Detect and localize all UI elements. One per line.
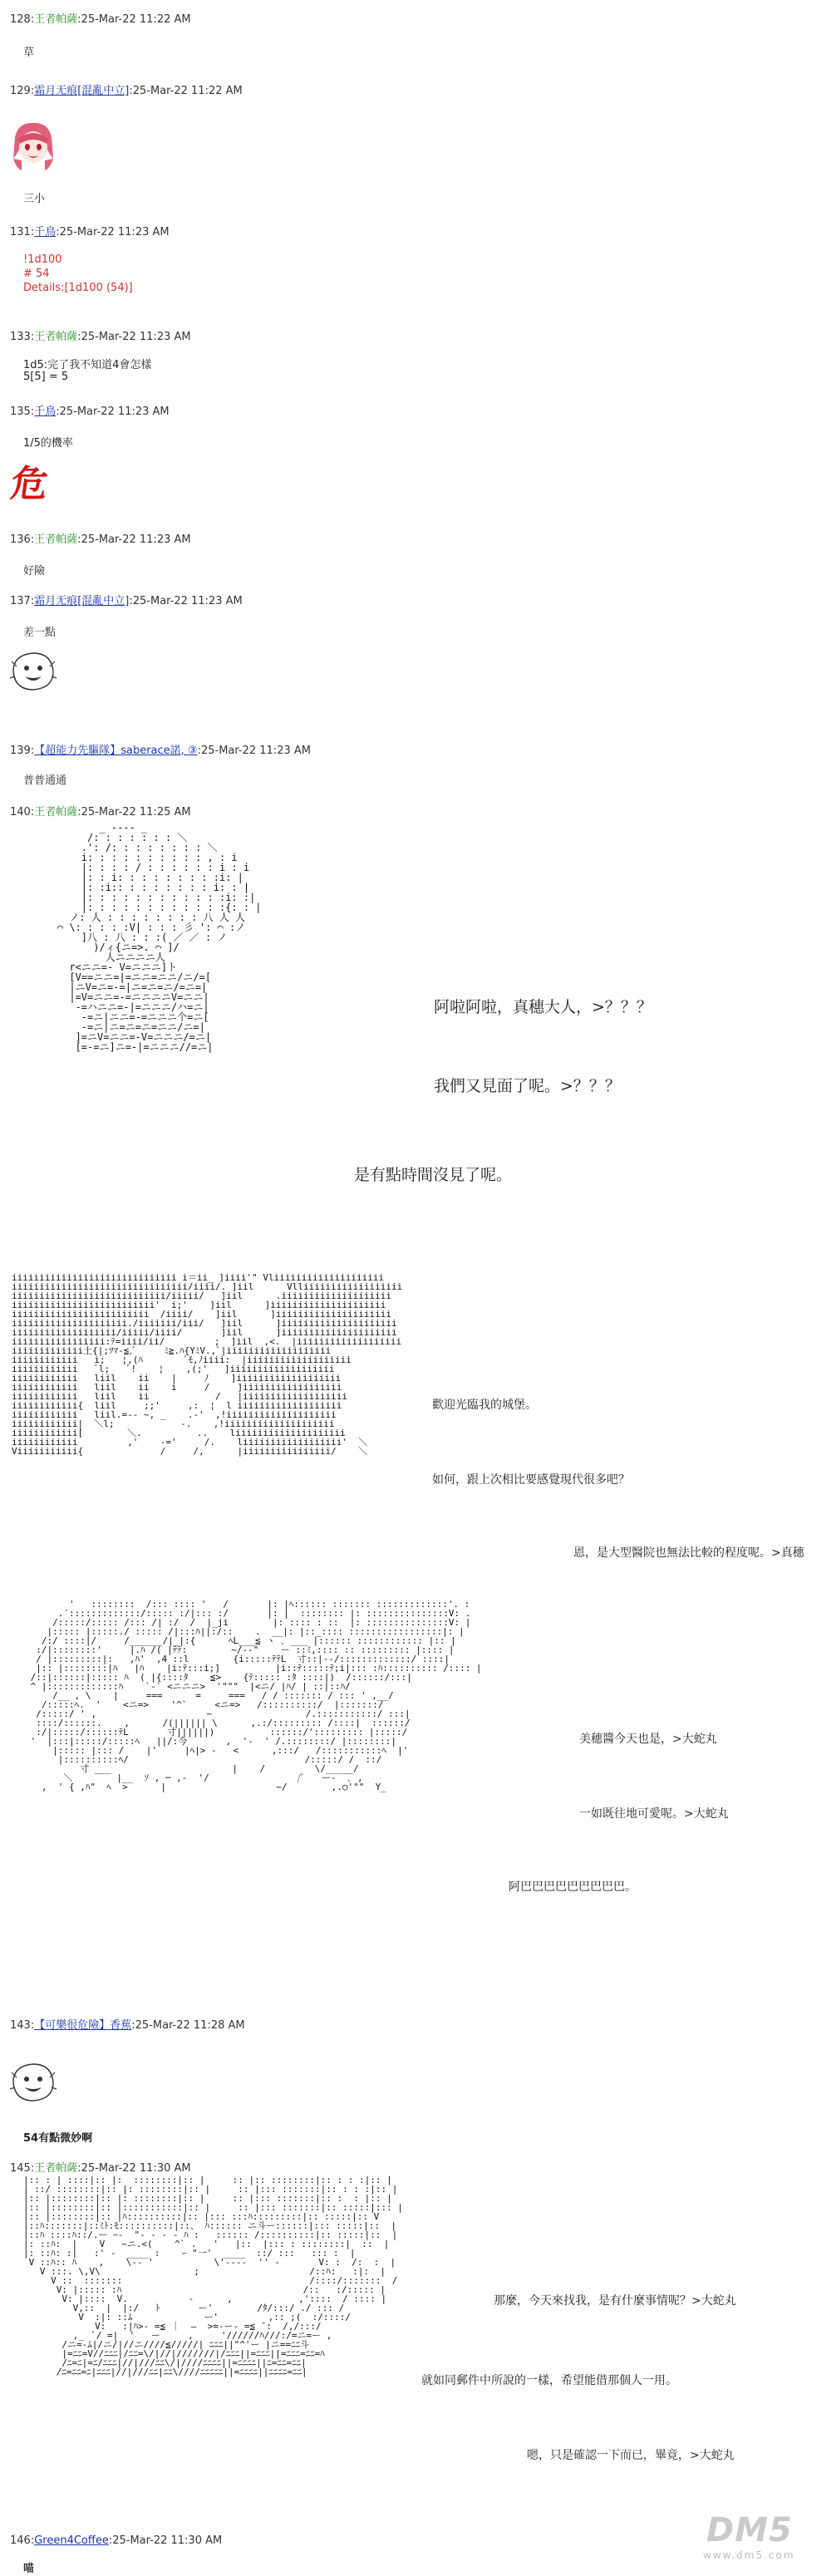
post-body: 54有點微妙啊 [23,2132,93,2145]
post-number: 137: [10,595,35,607]
post-time: :25-Mar-22 11:23 AM [129,595,243,607]
post-time: :25-Mar-22 11:23 AM [197,745,311,757]
post-time: :25-Mar-22 11:30 AM [77,2162,191,2175]
watermark-logo: DM5 [706,2511,793,2549]
speech-line: 那麼，今天來找我，是有什麼事情呢？>大蛇丸 [494,2294,736,2308]
post-number: 131: [10,226,35,238]
danger-stamp-icon: 危 [7,463,51,505]
poster-name[interactable]: 王者帕薩 [34,331,78,343]
post-body: 5[5] = 5 [23,371,69,383]
speech-line: 恩，是大型醫院也無法比較的程度呢。>真穗 [573,1546,804,1560]
post-header [10,10,191,26]
speech-line: 是有點時間沒見了呢。 [354,1166,513,1184]
poster-name-link[interactable]: 千鳥 [34,406,57,418]
speech-line: 如何，跟上次相比要感覺現代很多吧？ [432,1473,630,1487]
poster-name[interactable]: 王者帕薩 [34,533,78,546]
post-header [10,81,243,97]
post-time: :25-Mar-22 11:23 AM [56,226,170,238]
post-header [10,2016,245,2032]
post-body: 好險 [23,565,46,578]
post-header [10,741,311,757]
poster-name[interactable]: 王者帕薩 [34,13,78,26]
post-number: 146: [10,2534,35,2547]
ascii-art-figure-2: iiiiiiiiiiiiiiiiiiiiiiiiiiiiii i＝ii_ ]iiii'" Vliiiiiiiiiiiiiiiiiiii iiiiiiiiiiiiiiiiiiiiiiiiiiiiiiii/iiii/. ]iil Vlliiiiiiiiiiiiiiiiii iiiiiiiiiiiiiiiiiiiiiiiiiiii/iiiii/ ]iil .iiiiiiiiiiiiiiiiiiii iiiiiiiiiiiiiiiiiiiiiiiiii' i;' ]iil ]iiiiiiiiiiiiiiiiiiiii iiiiiiiiiiiiiiiiiiiiiiiii /iiii/ ]iil ]iiiiiiiiiiiiiiiiiiiii iiiiiiiiiiiiiiiiiiiii./iiiiiii/iii/ ]iil ]iiiiiiiiiiiiiiiiiiiii iiiiiiiiiiiiiiiiiii/iiiii/iiii/ ]iil ]iiiiiiiiiiiiiiiiiiiii iiiiiiiiiiiiiiiii:ﾃ=iiii/ii/ ; ]iil ,<. |iiiiiiiiiiiiiiiiiii iiiiiiiiiiiii土{|;ﾂﾏ-≦,ﾞ ﾐ≧.ﾊ{YﾐV.,ﾞ|iiiiiiiiiiiiiiiiiii iiiiiiiiiiii i; ¦,(ﾊ ﾞﾓ,ﾉiiii: |iiiiiiiiiiiiiiiiiii iiiiiiiiiiii ﾞl; ﾞ! ¦ ,(;' ]iiiiiiiiiiiiiiiiiii iiiiiiiiiiii liil ii | ﾉ ]iiiiiiiiiiiiiiiiiii iiiiiiiiiiii liil ii i / ]iiiiiiiiiiiiiiiiii iiiiiiiiiiii liil ii / |iiiiiiiiiiiiiiiiiii iiiiiiiiiiii{ liil ;;' ,: ¦ l iiiiiiiiiiiiiiiiiii iiiiiiiiiiii liil.=-- ~, _ .-' ,!iiiiiiiiiiiiiiiiiiii iiiiiiiiiiii| ＼l; -. ,!iiiiiiiiiiiiiiiiiiii iiiiiiiiiiii[ ＼. .. liiiiiiiiiiiiiiiiiiii iiiiiiiiiiii ,' -=' /. liiiiiiiiiiiiiiiiii' ＼ Viiiiiiiiiii{ / /, |iiiiiiiiiiiiiiii/ ＼ [12,1272,403,1457]
post-body: 1d5:完了我不知道4會怎樣 [23,359,152,371]
poster-name-link[interactable]: 霜月无痕[混亂中立] [34,595,130,607]
post-number: 133: [10,331,35,343]
poster-name[interactable]: 王者帕薩 [34,806,78,819]
poster-name[interactable]: 王者帕薩 [34,2162,78,2175]
ascii-art-figure-1: _ ---- _ /: : : : : : : ＼ .': /: : : : : : : : ＼ i: : : : : : : : : : , : i |: : : : / : : : : : : i : i |: : i: : : : : : : : :i: | |: :i:: : : : : : : : i: : | |: : : : : : : : : : : :i: :| |: : : : : : : : : : : :{: : | ノ: 人 : : : : : : : : 八 人 人 ⌒ \: : : : :V| : : : 彡 ': ⌒ :ノ ]八 : 八 : : :( ／ ／ : ノ )/ィ{ニ=>. ⌒ ]/ 人ニニニニ人 r<ニニ=- V=ニニニ]ト [V==ニニ=|=ニニ=ニニ/ニ/=[ |ニV=ニ=-=|ニ=ニ=ニ/=ニ=| |=V=ニニ=-=ニニニニV=ニニ| -=ハニニ=-|=ニニニ/ハ=ニ| -=ニ|ニニ=-=ニニニ个=ニ[ -=ニ|ニ=ニ=ニ=ニニ/ニ=| ]=ニV=ニニ=-V=ニニニ/=ニ| [=-=ニ]ニ=-|=ニニニ//=ニ| [57,822,262,1053]
post-number: 135: [10,406,35,418]
site-watermark [703,2506,819,2564]
post-number: 128: [10,13,35,26]
post-number: 140: [10,806,35,819]
post-body: 普普通通 [23,774,67,787]
post-number: 136: [10,533,35,546]
speech-line: 一如既往地可愛呢。>大蛇丸 [579,1807,729,1821]
poster-name-link[interactable]: 【可樂很危險】 [34,2019,111,2032]
dice-details: Details:[1d100 (54)] [23,282,133,294]
post-time: :25-Mar-22 11:23 AM [77,331,191,343]
anime-avatar-icon [10,120,57,172]
poster-name-link[interactable]: 千鳥 [34,226,57,238]
post-time: :25-Mar-22 11:23 AM [56,406,170,418]
watermark-url: www.dm5.com [703,2549,795,2561]
post-number: 139: [10,745,35,757]
post-header [10,402,170,418]
dice-result: # 54 [23,268,50,280]
ascii-art-figure-4: |:: : | ::::|:: |: ::::::::|:: | :: |:: ::::::::|:: : : :|:: | | ::/ ::::::::|:: |: ::::::::|:: | :: |::: :::::::|:: : : :|:: | |:: |::::::::|:: |: ::::::::|:: | :: |::: :::::::|:: : : |:: | |:: |::::::::|:: |:::::::::::|:: | :: |::: :::::::|:: :::::|::: | |:: |::::::::|:: |ﾊ::::::::::|:: |::: :::ﾊ:::::::::|:: :::::|:: V |::ﾊ:::::::|::ﾐﾄ:ﾓ::::::::::|::、 ﾊ:::::: ニ斗ー::::::|::: :::::|:: | |::ﾊ ::::ﾊ::/.ー ｰ- "- - - - ﾊ : :::::: /::::::::::|:: :::::|:: | |: ::ﾊ: | V ~ニ.<( ^` . ' |:: |::: : ::::::::| :: | |: ::ﾊ: :| :' - ____ : ｰ "一' ____ ::/ ::: ::: : | V ::ﾊ:: ﾊ , \-- ' \'---- '' - V: : /: : | V :::. \,V\ ; /::ﾊ: :|: | V :: ::::::: /::::/::::::: / V: |::::: :ﾊ /:: :/::::: | V: |:::: V. - , ,':::: / :::: | V,:: | |:/ ﾄ ー' /ﾀ/:::/ ./ ::: / V :|: ::ﾑ ー' ,:: ;( :/::::/ V: :|ﾊ>- =≦ ｜ ― >=-ー- =≦ ̄ : /,/:::/ ,_ ﾟ/ =| ' ー , '//////ﾊ///:/=ニ=ー , /ニ=-ﾑ|/ニ/|//ニ////≦/////| ﾆﾆﾆ||"^'ー |ニ==ﾆﾆ斗 |=ﾆﾆ=V//ﾆﾆﾆ|/ﾆﾆ=\/|//|///////|/ﾆﾆﾆ||=ﾆﾆﾆ||=ﾆﾆﾆ=ﾆﾆ=ﾊ /ﾆ=ﾆ|=ﾆ/ﾆﾆﾆ|//|///ﾆﾆ\/|////ﾆﾆﾆﾆ||=ﾆﾆﾆﾆ||ﾆ=ﾆﾆ=ﾆﾆ| /ﾆ=ﾆﾆ=ﾆ|ﾆﾆﾆ|//|///ﾆﾆ|ﾆﾆ\////ﾆﾆﾆﾆﾆ||=ﾆﾆﾆﾆ||ﾆﾆﾆﾆ=ﾆﾆ| [23,2175,403,2377]
post-number: 143: [10,2019,35,2032]
speech-line: 阿巴巴巴巴巴巴巴巴巴。 [509,1880,637,1894]
poster-name-link[interactable]: 霜月无痕[混亂中立] [34,85,130,97]
speech-line: 我們又見面了呢。>？？？ [434,1077,621,1095]
speech-line: 歡迎光臨我的城堡。 [432,1399,537,1412]
post-body: 喵 [23,2563,35,2575]
poster-name-link[interactable]: 諾, ③ [170,745,198,757]
post-body: 三小 [23,193,46,205]
post-header [10,2534,222,2547]
dice-command: !1d100 [23,253,62,266]
post-time: :25-Mar-22 11:22 AM [129,85,243,97]
speech-line: 就如同郵件中所說的一樣，希望能借那個人一用。 [421,2374,677,2387]
poster-name-link[interactable]: saberace [120,745,170,757]
post-number: 145: [10,2162,35,2175]
post-header [10,530,191,546]
smiley-face-icon [8,650,58,693]
post-body: 差一點 [23,627,57,639]
post-header [10,327,191,343]
poster-name-link[interactable]: 香蕉 [110,2019,132,2032]
post-time: :25-Mar-22 11:23 AM [77,533,191,546]
speech-line: 阿啦阿啦，真穗大人，>？？？ [434,998,652,1016]
smiley-face-icon [8,2061,58,2104]
ascii-art-figure-3: ' :::::::: /::: :::: ' / |: |ﾍ:::::: ::::::: :::::::::::::'. : .′:::::::::::::/::::: :/|::: :/ |: | :::::::: |: :::::::::::::::V: . /:::::/::::: /::: /| :/ / |_ji |: :::: : :: |: :::::::::::::::V: | |::::: |:::::./ ::::: /|:::ﾊ||:/:: . __|: |::_:::: :::::::::::::::::|: | /:/ ::::|/ /______/|_|:{ ﾍL___≦ ヽ ､ ___ |:::::: :::::::::::: |:: | :/|::::::::' |.ﾊ /( |ﾃﾃ: ~/--" ー ::ﾐ,:::: :: ::::::::: |:::: | / |:::::::::|: ,ﾊ' ,4 ::l {i:::::ﾃﾃL 寸::|--/:::::::::::::/ ::::| |:: |::::::::|ﾊ |ﾊ |i:ﾃ:::i;] |i::ﾃ:::::ﾃ;i|::: :ﾊ:::::::::: /:::: | /::|::::::|::::: ﾊ ( |{::::ﾀ ≦> {ﾃ::::: :ﾀ ::::|) /::::::/:::| ^ |:::::::::::::ﾊ `-` <ニニニ> '""" |<ニ/ |ﾊ/ | ::|::ﾊ/ /__ , \ | === = === / / ::::::: / ::: ' ,__/ /:::::ﾍ. ' <ニ=> '^` <ニ=> /::::::::::/ |:::::::/ /:::::/ ' , ~ /.:::::::::::/ :::| ::::/::::::. , /(|||||| \ ,.:/::::::::: /::::| ::::::/ :/|:::::/::::::ﾃL 寸||||||) ::::::/'::::::::: |:::::/ ' |:::|:::::/:::::ﾍ ||/:今 , '- ' /.::::::::/ |::::::::| |::::: |::: / |' |ﾍ|> - < ,:::/ /:::::::::::ﾍ |' |::::::::::ﾍ/ /:::::/ / ::/ 寸 ___ | / \/_____/ ＼ |__ ｿ , ─ ,- '/ /ﾟ ー- ､ , , ' { ,ﾊ" ﾍ > | ~/ ,.○'"" Y_ [30,1599,482,1792]
poster-name-link[interactable]: Green4Coffee [34,2534,109,2547]
speech-line: 美穗醬今天也是，>大蛇丸 [579,1733,717,1746]
post-body: 草 [23,47,35,59]
post-time: :25-Mar-22 11:30 AM [108,2534,223,2547]
speech-line: 嗯，只是確認一下而已，畢竟，>大蛇丸 [527,2449,735,2462]
post-number: 129: [10,85,35,97]
post-header [10,592,243,607]
poster-name-link[interactable]: 【超能力先驅隊】 [34,745,121,757]
post-body: 1/5的機率 [23,437,73,450]
post-header [10,803,191,819]
post-header [10,223,170,238]
post-time: :25-Mar-22 11:22 AM [77,13,191,26]
post-time: :25-Mar-22 11:28 AM [131,2019,245,2032]
post-time: :25-Mar-22 11:25 AM [77,806,191,819]
post-header [10,2159,191,2175]
